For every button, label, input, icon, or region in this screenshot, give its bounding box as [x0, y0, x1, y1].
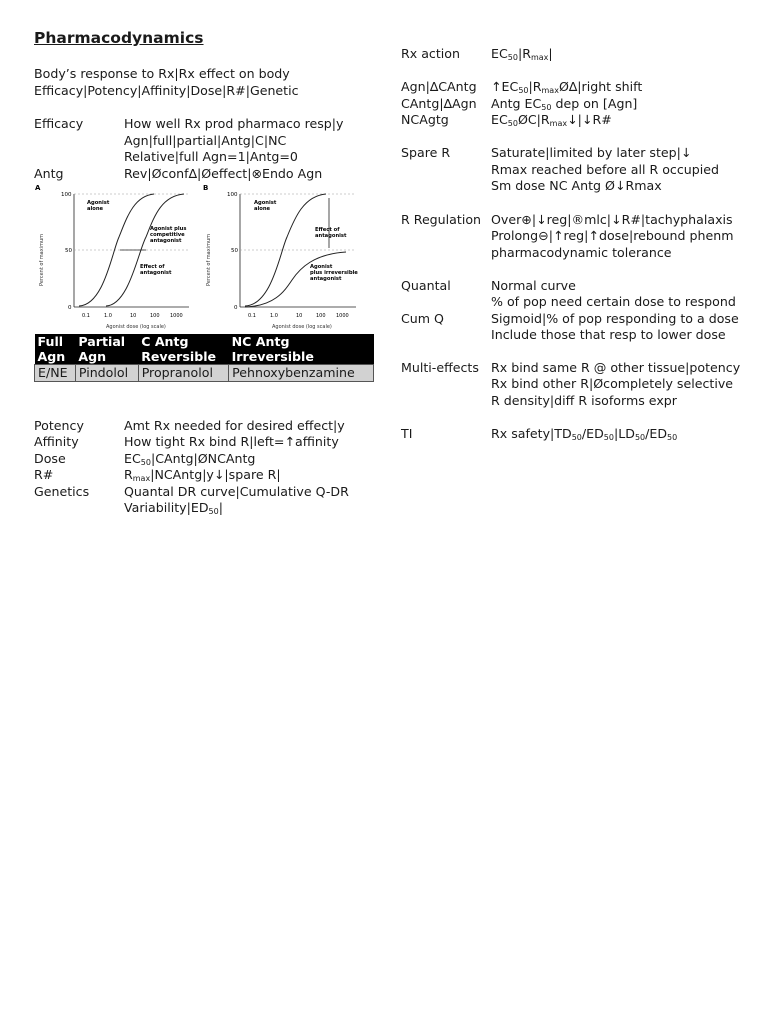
term-definition: Over⊕|↓reg|®mlc|↓R#|tachyphalaxis — [491, 212, 733, 227]
x-tick: 100 — [316, 313, 326, 319]
callout-effect-of-antagonist: Effect of antagonist — [315, 227, 347, 239]
table-header: C Antg Reversible — [138, 334, 228, 365]
x-axis-label: Agonist dose (log scale) — [272, 324, 332, 330]
term-definition: Relative|full Agn=1|Antg=0 — [124, 149, 298, 164]
page-title: Pharmacodynamics — [34, 29, 204, 47]
term-definition: Saturate|limited by later step|↓ — [491, 145, 692, 160]
term-definition: $EC_{50}|R_{max}|$ — [491, 46, 553, 62]
term-definition: Rmax reached before all R occupied — [491, 162, 719, 177]
term-label: Antg — [34, 166, 64, 181]
x-tick: 100 — [150, 313, 160, 319]
term-label: Cum Q — [401, 311, 444, 326]
table-cell: Propranolol — [138, 365, 228, 382]
term-label: CAntg|∆Agn — [401, 96, 477, 111]
table-cell: Pehnoxybenzamine — [229, 365, 374, 382]
term-label: R Regulation — [401, 212, 482, 227]
callout-agonist-alone: Agonist alone — [87, 200, 110, 212]
term-definition: Rx bind same R @ other tissue|potency — [491, 360, 741, 375]
right-column — [401, 0, 761, 1024]
term-label: Spare R — [401, 145, 451, 160]
term-label: Agn|∆CAntg — [401, 79, 477, 94]
x-tick: 0.1 — [82, 313, 90, 319]
term-label: R# — [34, 467, 54, 482]
term-label: Affinity — [34, 434, 79, 449]
table-header: Full Agn — [35, 334, 76, 365]
term-label: Efficacy — [34, 116, 84, 131]
x-tick: 1000 — [336, 313, 349, 319]
term-label: Multi-effects — [401, 360, 479, 375]
term-definition: Rev|Øconf∆|Øeffect|⊗Endo Agn — [124, 166, 323, 181]
x-tick: 1000 — [170, 313, 183, 319]
term-label: Genetics — [34, 484, 90, 499]
term-definition: Include those that resp to lower dose — [491, 327, 726, 342]
term-definition: Agn|full|partial|Antg|C|NC — [124, 133, 287, 148]
agonist-antagonist-table — [34, 334, 374, 382]
term-definition: $EC_{50}ØC|R_{max}↓|↓R\#$ — [491, 112, 612, 128]
y-tick: 0 — [234, 305, 238, 311]
y-axis-label: Percent of maximum — [39, 233, 45, 286]
term-definition: pharmacodynamic tolerance — [491, 245, 672, 260]
term-definition: Sigmoid|% of pop responding to a dose — [491, 311, 739, 326]
callout-effect-of-antagonist: Effect of antagonist — [140, 264, 172, 276]
term-definition: $Variability|ED_{50}|$ — [124, 500, 223, 516]
y-tick: 0 — [68, 305, 72, 311]
term-label: Quantal — [401, 278, 451, 293]
term-label: Dose — [34, 451, 66, 466]
x-tick: 10 — [130, 313, 137, 319]
table-header-row — [35, 334, 374, 365]
dose-response-figure — [34, 182, 364, 334]
y-tick: 100 — [61, 192, 72, 198]
term-label: TI — [401, 426, 413, 441]
left-column — [34, 0, 384, 1024]
term-definition: How well Rx prod pharmaco resp|y — [124, 116, 344, 131]
table-header: Partial Agn — [75, 334, 138, 365]
table-row — [35, 365, 374, 382]
term-definition: Quantal DR curve|Cumulative Q-DR — [124, 484, 349, 499]
callout-agonist-plus-irreversible: Agonist plus irreversible antagonist — [310, 264, 358, 282]
table-header: NC Antg Irreversible — [229, 334, 374, 365]
term-definition: Rx bind other R|Øcompletely selective — [491, 376, 734, 391]
y-tick: 50 — [65, 248, 72, 254]
term-definition: How tight Rx bind R|left=↑affinity — [124, 434, 339, 449]
intro-line: Body’s response to Rx|Rx effect on body — [34, 66, 290, 81]
table-cell: Pindolol — [75, 365, 138, 382]
term-label: NCAgtg — [401, 112, 449, 127]
term-definition: $R_{max}|NCAntg|y↓|spare$ R| — [124, 467, 281, 483]
term-label: Rx action — [401, 46, 460, 61]
term-label: Potency — [34, 418, 84, 433]
term-definition: % of pop need certain dose to respond — [491, 294, 736, 309]
term-definition: Amt Rx needed for desired effect|y — [124, 418, 345, 433]
term-definition: Rx $safety|TD_{50}/ED_{50}|LD_{50}/ED_{50}$ — [491, 426, 678, 442]
y-axis-label: Percent of maximum — [206, 233, 212, 286]
callout-agonist-plus-competitive: Agonist plus competitive antagonist — [150, 226, 187, 244]
y-tick: 100 — [227, 192, 238, 198]
x-tick: 0.1 — [248, 313, 256, 319]
term-definition: $↑EC_{50}|R_{max}Ø\Delta|right$ shift — [491, 79, 643, 95]
term-definition: Antg $EC_{50}$ dep on [Agn] — [491, 96, 638, 112]
x-axis-label: Agonist dose (log scale) — [106, 324, 166, 330]
x-tick: 1.0 — [104, 313, 112, 319]
table-cell: E/NE — [35, 365, 76, 382]
y-tick: 50 — [231, 248, 238, 254]
intro-line: Efficacy|Potency|Affinity|Dose|R#|Genetic — [34, 83, 299, 98]
term-definition: Normal curve — [491, 278, 576, 293]
panel-a-letter: A — [35, 184, 41, 192]
callout-agonist-alone: Agonist alone — [254, 200, 277, 212]
term-definition: Prolong⊖|↑reg|↑dose|rebound phenm — [491, 228, 734, 243]
x-tick: 10 — [296, 313, 303, 319]
term-definition: $EC_{50}|CAntg|ØNCAntg$ — [124, 451, 256, 467]
x-tick: 1.0 — [270, 313, 278, 319]
panel-b-letter: B — [203, 184, 209, 192]
term-definition: Sm dose NC Antg Ø↓Rmax — [491, 178, 662, 193]
term-definition: R density|diff R isoforms expr — [491, 393, 677, 408]
